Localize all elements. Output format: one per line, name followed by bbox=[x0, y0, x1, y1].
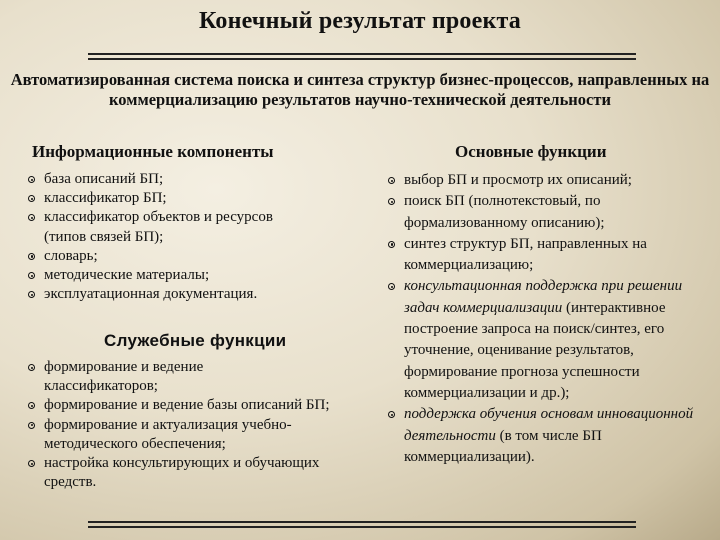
bullet-icon bbox=[28, 272, 35, 279]
bullet-icon bbox=[28, 195, 35, 202]
bullet-icon bbox=[28, 214, 35, 221]
list-item: база описаний БП; bbox=[26, 170, 356, 189]
list-item: формирование и ведение базы описаний БП; bbox=[26, 396, 376, 415]
bullet-icon bbox=[28, 460, 35, 467]
footer-rule-top bbox=[88, 521, 636, 523]
list-item: поиск БП (полнотекстовый, по формализованному описанию); bbox=[386, 191, 674, 234]
bullet-icon bbox=[28, 402, 35, 409]
bullet-icon bbox=[28, 291, 35, 298]
service-functions-heading: Служебные функции bbox=[104, 331, 287, 350]
bullet-icon bbox=[388, 241, 395, 248]
list-item: формирование и актуализация учебно-методического обеспечения; bbox=[26, 416, 376, 454]
bullet-icon bbox=[388, 198, 395, 205]
list-item: словарь; bbox=[26, 247, 356, 266]
list-item: консультационная поддержка при решении задач коммерциализации (интерактивное построение запроса на поиск/синтез, его уточнение, оценивание результатов, формирование прогноза успешности коммерциализации и др.); bbox=[386, 276, 712, 404]
list-item: настройка консультирующих и обучающих средств. bbox=[26, 454, 334, 492]
main-functions-list bbox=[386, 170, 712, 468]
info-components-list bbox=[26, 170, 356, 304]
main-functions-heading: Основные функции bbox=[455, 142, 607, 161]
footer-rule-bottom bbox=[88, 526, 636, 528]
info-components-heading: Информационные компоненты bbox=[32, 142, 274, 161]
slide-title: Конечный результат проекта bbox=[199, 8, 521, 34]
bullet-icon bbox=[28, 253, 35, 260]
list-item: классификатор БП; bbox=[26, 189, 356, 208]
list-item: методические материалы; bbox=[26, 266, 356, 285]
list-item: выбор БП и просмотр их описаний; bbox=[386, 170, 712, 191]
bullet-icon bbox=[28, 176, 35, 183]
bullet-icon bbox=[28, 364, 35, 371]
bullet-icon bbox=[28, 422, 35, 429]
list-item: эксплуатационная документация. bbox=[26, 285, 356, 304]
title-rule-top bbox=[88, 53, 636, 55]
title-rule-bottom bbox=[88, 58, 636, 60]
list-item: поддержка обучения основам инновационной деятельности (в том числе БП коммерциализации). bbox=[386, 404, 704, 468]
bullet-icon bbox=[388, 411, 395, 418]
bullet-icon bbox=[388, 177, 395, 184]
list-item: формирование и ведение классификаторов; bbox=[26, 358, 274, 396]
list-item: синтез структур БП, направленных на коммерциализацию; bbox=[386, 234, 712, 277]
subtitle: Автоматизированная система поиска и синтеза структур бизнес-процессов, направленных на коммерциализацию результатов научно-технической деятельности bbox=[10, 70, 710, 109]
list-item: классификатор объектов и ресурсов (типов связей БП); bbox=[26, 208, 284, 246]
service-functions-list bbox=[26, 358, 366, 492]
bullet-icon bbox=[388, 283, 395, 290]
